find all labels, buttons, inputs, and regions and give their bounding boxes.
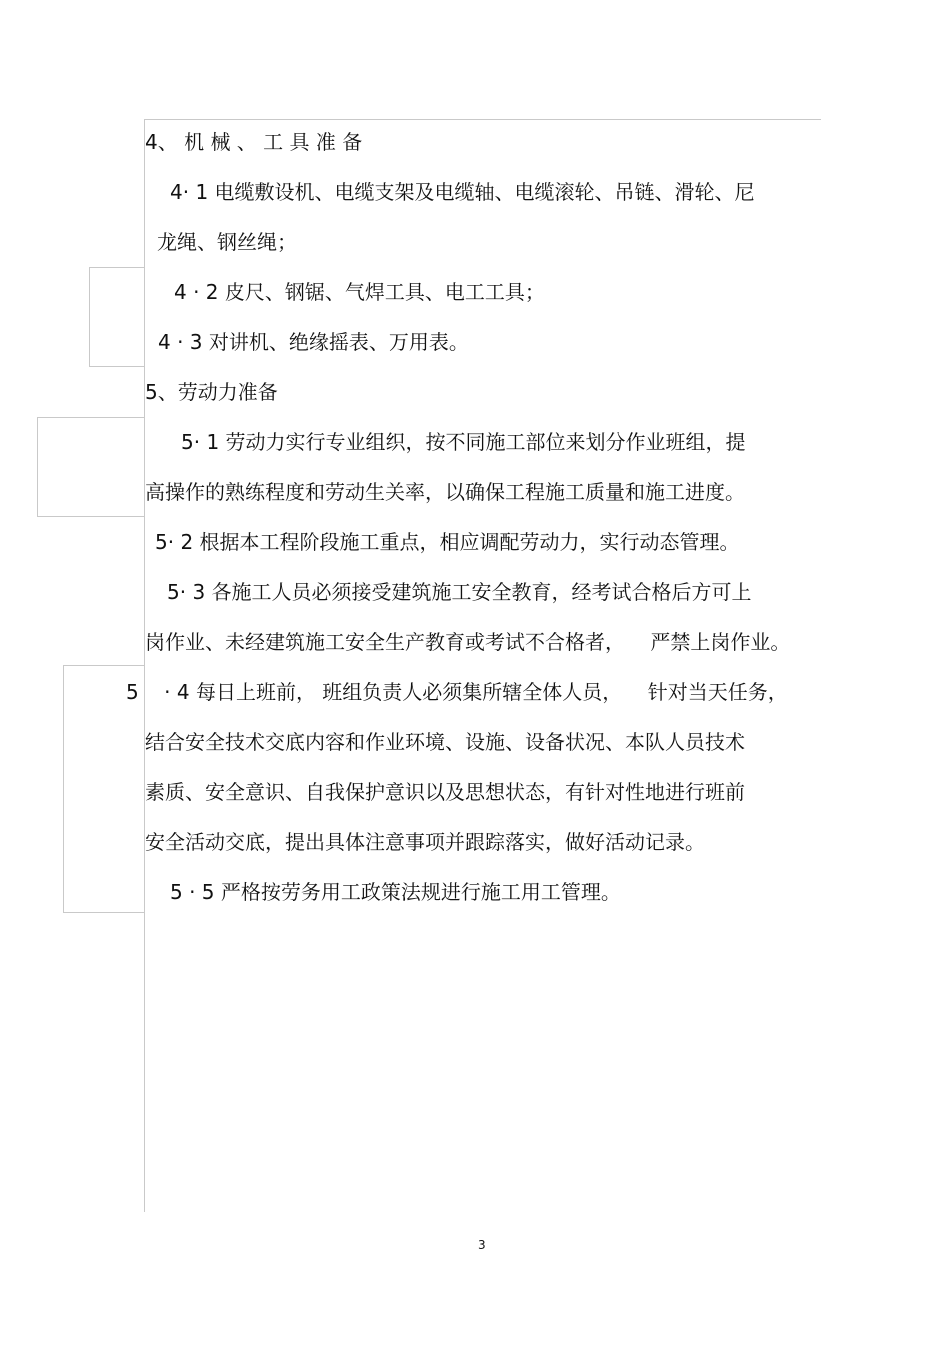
frame-a-bottom [89,366,145,367]
list-item-4-1: 4· 1 电缆敷设机、电缆支架及电缆轴、电缆滚轮、吊链、滑轮、尼 [170,180,755,204]
frame-c-top [63,665,145,666]
list-item-4-1-continued: 龙绳、钢丝绳； [157,230,297,254]
list-item-5-4-continued-2: 素质、安全意识、自我保护意识以及思想状态，有针对性地进行班前 [145,780,745,804]
list-item-5-1: 5· 1 劳动力实行专业组织，按不同施工部位来划分作业班组，提 [181,430,746,454]
section-heading-labor: 5、劳动力准备 [145,380,278,404]
list-item-4-2: 4 · 2 皮尺、钢锯、气焊工具、电工工具； [174,280,545,304]
list-item-5-4-continued-3: 安全活动交底，提出具体注意事项并跟踪落实，做好活动记录。 [145,830,705,854]
frame-a-top [89,267,145,268]
frame-b-bottom [37,516,145,517]
frame-a-left [89,267,90,367]
list-item-5-5: 5 · 5 严格按劳务用工政策法规进行施工用工管理。 [170,880,621,904]
list-item-5-4-continued-1: 结合安全技术交底内容和作业环境、设施、设备状况、本队人员技术 [145,730,745,754]
list-item-5-2: 5· 2 根据本工程阶段施工重点，相应调配劳动力，实行动态管理。 [155,530,740,554]
list-item-5-4: 5 · 4 每日上班前， 班组负责人必须集所辖全体人员， 针对当天任务， [126,680,788,704]
top-rule [145,119,821,120]
frame-c-left [63,665,64,913]
frame-b-left [37,417,38,517]
list-item-5-1-continued: 高操作的熟练程度和劳动生关率，以确保工程施工质量和施工进度。 [145,480,745,504]
list-item-4-3: 4 · 3 对讲机、绝缘摇表、万用表。 [158,330,469,354]
list-item-5-3-continued: 岗作业、未经建筑施工安全生产教育或考试不合格者， 严禁上岗作业。 [145,630,791,654]
section-heading-machinery: 4、 机 械 、 工 具 准 备 [145,130,363,154]
frame-b-top [37,417,145,418]
list-item-5-3: 5· 3 各施工人员必须接受建筑施工安全教育，经考试合格后方可上 [167,580,752,604]
page-number: 3 [478,1238,486,1252]
frame-c-bottom [63,912,145,913]
